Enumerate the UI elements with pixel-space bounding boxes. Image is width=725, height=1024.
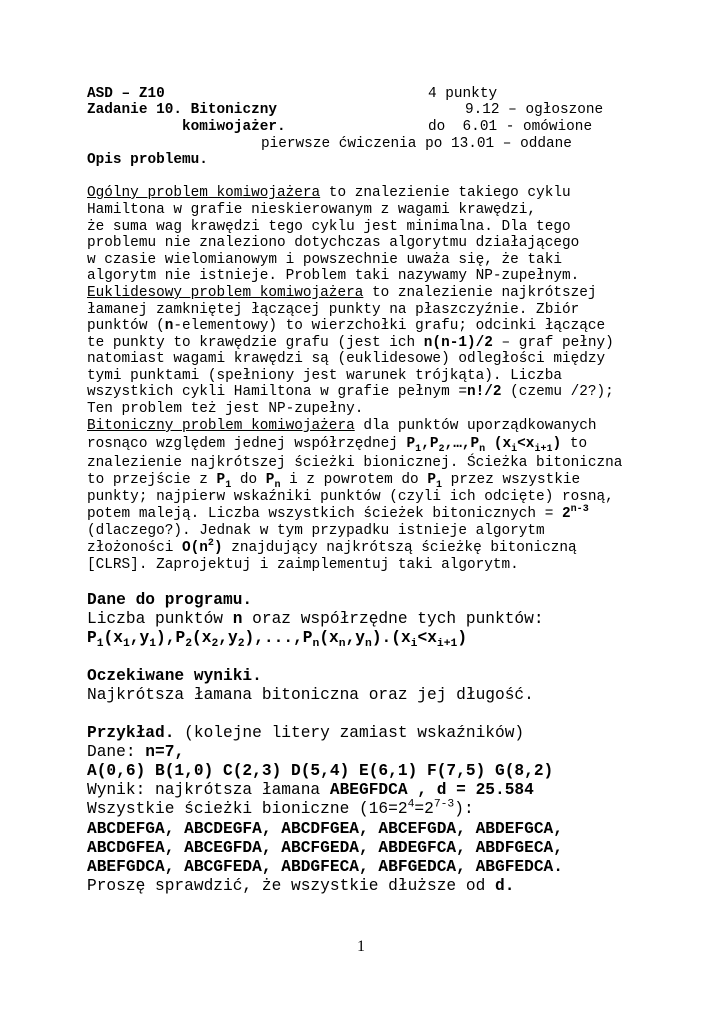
input-formula: $P_1(x_1,y_1),P_2(x_2,y_2),...,P_n(x_n,y_n).(x_i<x_{i+1})$: [87, 629, 468, 651]
para2-line1: Euklidesowy problem komiwojażera to znalezienie najkrótszej: [87, 285, 597, 301]
example-paths-line2: ABCDGFEA, ABCEGFDA, ABCFGEDA, ABDEGFCA, ABDFGECA,: [87, 839, 563, 857]
para2-line3: punktów (n-elementowy) to wierzchołki grafu; odcinki łączące: [87, 318, 606, 334]
output-heading: Oczekiwane wyniki.: [87, 667, 262, 685]
example-heading: Przykład. (kolejne litery zamiast wskaźników): [87, 724, 525, 742]
para1-line5: w czasie wielomianowym i powszechnie uważa się, że taki: [87, 252, 562, 268]
para1-line1: Ogólny problem komiwojażera to znalezienie takiego cyklu: [87, 185, 571, 201]
para3-line5: punkty; najpierw wskaźniki punktów (czyli ich odcięte) rosną,: [87, 489, 614, 505]
example-all-paths: Wszystkie ścieżki bioniczne $(16=2^4=2^{7-3})$:: [87, 798, 474, 818]
example-points: A(0,6) B(1,0) C(2,3) D(5,4) E(6,1) F(7,5) G(8,2): [87, 762, 554, 780]
example-data: Dane: n=7,: [87, 743, 185, 761]
para2-line5: natomiast wagami krawędzi są (euklidesowe) odległości między: [87, 351, 606, 367]
para3-line4: to przejście z $P_1$ do $P_n$ i z powrotem do $P_1$ przez wszystkie: [87, 472, 581, 491]
para3-line8: złożoności $O(n^2)$ znajdujący najkrótszą ścieżkę bitoniczną: [87, 538, 577, 556]
example-paths-line1: ABCDEFGA, ABCDEGFA, ABCDFGEA, ABCEFGDA, ABDEFGCA,: [87, 820, 563, 838]
task-title-cont: komiwojażer.: [182, 119, 286, 135]
points: 4 punkty: [428, 86, 498, 102]
example-result: Wynik: najkrótsza łamana ABEGFDCA , d = 25.584: [87, 781, 534, 799]
para1-line4: problemu nie znaleziono dotychczas algorytmu działającego: [87, 235, 580, 251]
page-number: 1: [357, 938, 365, 955]
para3-line1: Bitoniczny problem komiwojażera dla punktów uporządkowanych: [87, 418, 597, 434]
para1-line6: algorytm nie istnieje. Problem taki nazywamy NP-zupełnym.: [87, 268, 580, 284]
para2-line4: te punkty to krawędzie grafu (jest ich n(n-1)/2 – graf pełny): [87, 335, 614, 351]
section-heading: Opis problemu.: [87, 152, 208, 168]
output-description: Najkrótsza łamana bitoniczna oraz jej długość.: [87, 686, 534, 704]
para2-line8: Ten problem też jest NP-zupełny.: [87, 401, 364, 417]
para3-line9: [CLRS]. Zaprojektuj i zaimplementuj taki algorytm.: [87, 557, 519, 573]
example-check: Proszę sprawdzić, że wszystkie dłuższe od d.: [87, 877, 515, 895]
para3-line3: znalezienie najkrótszej ścieżki bionicznej. Ścieżka bitoniczna: [87, 455, 623, 471]
date-submitted: pierwsze ćwiczenia po 13.01 – oddane: [261, 136, 572, 152]
course-code: ASD – Z10: [87, 86, 165, 102]
date-discussed: do 6.01 - omówione: [428, 119, 593, 135]
para1-line2: Hamiltona w grafie nieskierowanym z wagami krawędzi,: [87, 202, 537, 218]
para3-line6: potem maleją. Liczba wszystkich ścieżek bitonicznych = $2^{n-3}$: [87, 504, 589, 522]
input-heading: Dane do programu.: [87, 591, 253, 609]
para3-line7: (dlaczego?). Jednak w tym przypadku istnieje algorytm: [87, 523, 545, 539]
para2-line6: tymi punktami (spełniony jest warunek trójkąta). Liczba: [87, 368, 562, 384]
para2-line7: wszystkich cykli Hamiltona w grafie pełnym =n!/2 (czemu /2?);: [87, 384, 614, 400]
para2-line2: łamanej zamkniętej łączącej punkty na płaszczyźnie. Zbiór: [87, 302, 580, 318]
example-paths-line3: ABEFGDCA, ABCGFEDA, ABDGFECA, ABFGEDCA, ABGFEDCA.: [87, 858, 563, 876]
date-announced: 9.12 – ogłoszone: [465, 102, 604, 118]
input-description: Liczba punktów n oraz współrzędne tych punktów:: [87, 610, 544, 628]
para3-line2: rosnąco względem jednej współrzędnej $P_1,P_2,\dots,P_n$ $(x_i<x_{i+1})$ to: [87, 436, 588, 455]
task-title: Zadanie 10. Bitoniczny: [87, 102, 277, 118]
para1-line3: że suma wag krawędzi tego cyklu jest minimalna. Dla tego: [87, 219, 571, 235]
